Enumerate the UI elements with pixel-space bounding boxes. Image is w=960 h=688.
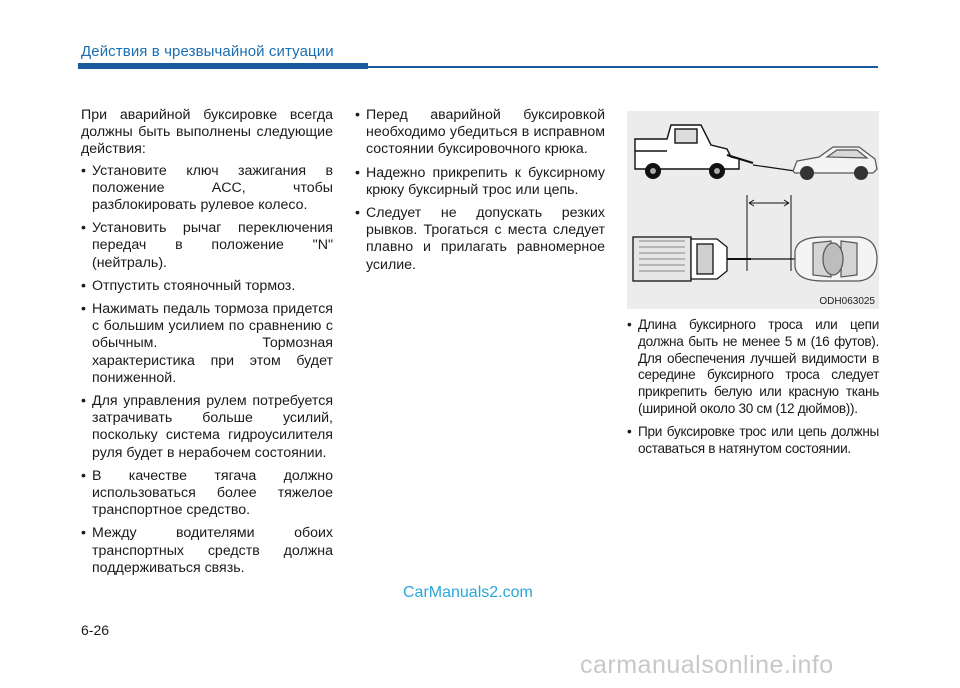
header-rule-thick bbox=[78, 63, 368, 69]
list-item: • Длина буксирного троса или цепи должна быть не менее 5 м (16 футов). Для обеспечения лучшей видимости в середине буксирного троса следует прикрепить белую или красную ткань (шириной около 30 см (12 дюймов)). bbox=[627, 317, 879, 416]
tow-truck-diagram bbox=[627, 111, 879, 309]
list-item: • Установите ключ зажигания в положение ACC, чтобы разблокировать рулевое колесо. bbox=[81, 162, 333, 214]
list-item: • Между водителями обоих транспортных средств должна поддерживаться связь. bbox=[81, 525, 333, 576]
bullet: • bbox=[81, 525, 86, 542]
bullet: • bbox=[627, 423, 632, 439]
list-item: • Для управления рулем потребуется затрачивать больше усилий, поскольку система гидроусилителя руля будет в нерабочем состоянии. bbox=[81, 393, 333, 461]
sedan-top bbox=[795, 237, 877, 281]
footer-watermark: carmanualsonline.info bbox=[580, 651, 834, 679]
column-middle bbox=[355, 107, 605, 280]
list-item: • В качестве тягача должно использоваться более тяжелое транспортное средство. bbox=[81, 467, 333, 519]
bullet: • bbox=[81, 467, 86, 484]
wheel bbox=[854, 166, 868, 180]
tow-truck-top bbox=[633, 237, 751, 281]
bullet: • bbox=[355, 205, 360, 222]
header-rule-thin bbox=[368, 66, 878, 68]
towing-steps-list bbox=[81, 163, 333, 577]
section-header-title: Действия в чрезвычайной ситуации bbox=[81, 43, 334, 60]
tow-rope-side bbox=[753, 165, 795, 171]
bullet: • bbox=[81, 220, 86, 237]
rope-requirements-list bbox=[627, 317, 879, 457]
bullet: • bbox=[81, 301, 86, 318]
page-number: 6-26 bbox=[81, 622, 110, 638]
bullet: • bbox=[355, 107, 360, 123]
wheel bbox=[650, 168, 656, 174]
bullet: • bbox=[355, 164, 360, 181]
site-watermark[interactable]: CarManuals2.com bbox=[403, 584, 533, 601]
list-item: • Отпустить стояночный тормоз. bbox=[81, 277, 296, 294]
bullet: • bbox=[81, 393, 86, 410]
intro-paragraph: При аварийной буксировке всегда должны быть выполнены следующие действия: bbox=[81, 107, 333, 158]
tow-truck-side bbox=[635, 125, 753, 169]
list-item: • Установить рычаг переключения передач в положение "N" (нейтраль). bbox=[81, 220, 333, 271]
bullet: • bbox=[81, 277, 86, 294]
wheel bbox=[714, 168, 720, 174]
column-left bbox=[81, 107, 333, 583]
list-item: • Надежно прикрепить к буксирному крюку буксирный трос или цепь. bbox=[355, 164, 605, 198]
distance-marker bbox=[747, 195, 791, 271]
list-item: • Нажимать педаль тормоза придется с большим усилием по сравнению с обычным. Тормозная характеристика при этом будет пониженной. bbox=[81, 301, 333, 386]
bullet: • bbox=[627, 317, 632, 332]
list-item: • Следует не допускать резких рывков. Трогаться с места следует плавно и прилагать равномерное усилие. bbox=[355, 205, 605, 273]
preparation-list bbox=[355, 107, 605, 274]
wheel bbox=[800, 166, 814, 180]
list-item: • При буксировке трос или цепь должны оставаться в натянутом состоянии. bbox=[627, 423, 879, 456]
bullet: • bbox=[81, 162, 86, 179]
list-item: • Перед аварийной буксировкой необходимо убедиться в исправном состоянии буксировочного крюка. bbox=[355, 107, 605, 158]
column-right bbox=[627, 317, 879, 463]
towing-illustration bbox=[627, 111, 879, 309]
figure-code: ODH063025 bbox=[819, 296, 875, 307]
